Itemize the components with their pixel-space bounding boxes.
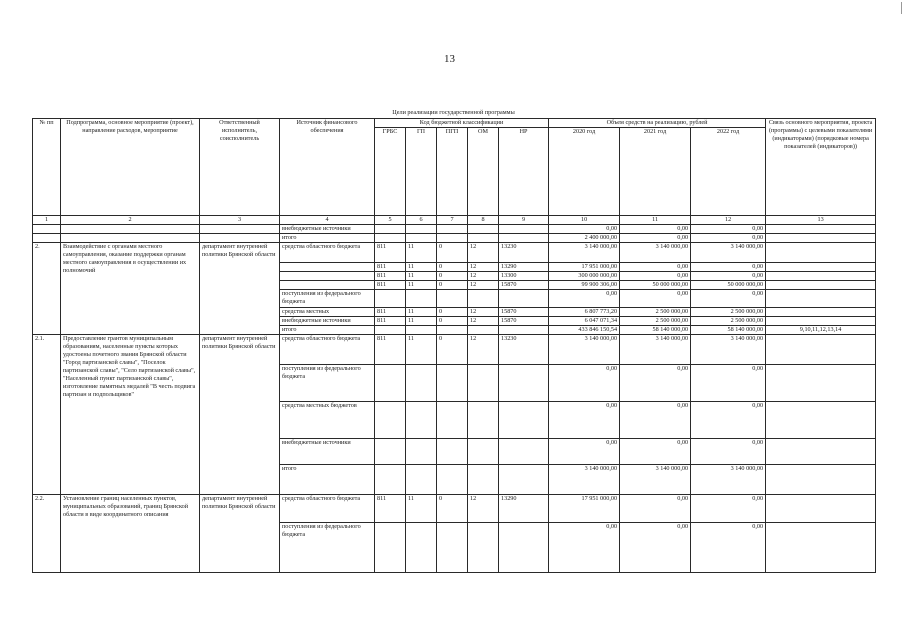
responsible-cell: департамент внутренней политики Брянской области — [200, 334, 280, 494]
table-row — [33, 224, 876, 233]
source-cell — [280, 280, 375, 289]
om-cell: 12 — [468, 262, 499, 271]
grbs-cell: 811 — [375, 316, 406, 325]
header-2020: 2020 год — [549, 127, 620, 215]
source-cell: средства областного бюджета — [280, 494, 375, 522]
value-2021: 3 140 000,00 — [620, 464, 691, 494]
header-gp: ГП — [406, 127, 437, 215]
gp-cell: 11 — [406, 280, 437, 289]
value-2022: 0,00 — [691, 494, 766, 522]
om-cell: 12 — [468, 494, 499, 522]
pgp-cell: 0 — [437, 242, 468, 262]
value-2021: 0,00 — [620, 271, 691, 280]
value-2021: 0,00 — [620, 438, 691, 464]
value-2022: 0,00 — [691, 233, 766, 242]
row-number: 2. — [33, 242, 61, 334]
value-2021: 0,00 — [620, 401, 691, 438]
source-cell: внебюджетные источники — [280, 224, 375, 233]
pgp-cell: 0 — [437, 494, 468, 522]
value-2022: 0,00 — [691, 289, 766, 307]
value-2020: 17 951 000,00 — [549, 262, 620, 271]
value-2020: 99 900 306,00 — [549, 280, 620, 289]
value-2022: 3 140 000,00 — [691, 464, 766, 494]
value-2021: 0,00 — [620, 364, 691, 401]
col-number: 1 — [33, 215, 61, 224]
value-2022: 0,00 — [691, 401, 766, 438]
om-cell: 12 — [468, 280, 499, 289]
pgp-cell: 0 — [437, 262, 468, 271]
gp-cell: 11 — [406, 494, 437, 522]
value-2022: 0,00 — [691, 522, 766, 572]
gp-cell: 11 — [406, 271, 437, 280]
source-cell: итого — [280, 325, 375, 334]
value-2020: 6 807 773,20 — [549, 307, 620, 316]
source-cell: итого — [280, 464, 375, 494]
value-2020: 3 140 000,00 — [549, 242, 620, 262]
value-2020: 0,00 — [549, 364, 620, 401]
source-cell: итого — [280, 233, 375, 242]
value-2021: 2 500 000,00 — [620, 307, 691, 316]
grbs-cell: 811 — [375, 307, 406, 316]
source-cell: средства областного бюджета — [280, 334, 375, 364]
grbs-cell: 811 — [375, 494, 406, 522]
header-source: Источник финансового обеспечения — [280, 119, 375, 216]
value-2020: 0,00 — [549, 401, 620, 438]
header-num: № пп — [33, 119, 61, 216]
measure-name: Установление границ населенных пунктов, муниципальных образований, границ Брянской области в виде координатного описания — [61, 494, 200, 572]
source-cell: средства областного бюджета — [280, 242, 375, 262]
grbs-cell: 811 — [375, 280, 406, 289]
value-2022: 2 500 000,00 — [691, 307, 766, 316]
value-2020: 0,00 — [549, 224, 620, 233]
value-2021: 0,00 — [620, 522, 691, 572]
header-responsible: Ответственный исполнитель, соисполнитель — [200, 119, 280, 216]
np-cell: 13290 — [499, 262, 549, 271]
gp-cell: 11 — [406, 262, 437, 271]
table-caption: Цели реализации государственной программы — [392, 109, 515, 116]
np-cell: 15870 — [499, 316, 549, 325]
value-2020: 0,00 — [549, 289, 620, 307]
value-2020: 0,00 — [549, 438, 620, 464]
value-2022: 3 140 000,00 — [691, 242, 766, 262]
value-2021: 3 140 000,00 — [620, 242, 691, 262]
header-grbs: ГРБС — [375, 127, 406, 215]
np-cell: 13300 — [499, 271, 549, 280]
value-2022: 0,00 — [691, 262, 766, 271]
header-budget-code: Код бюджетной классификации — [375, 119, 549, 128]
header-link: Связь основного мероприятия, проекта (программы) с целевыми показателями (индикаторами) (порядковые номера показателей (индикаторов)) — [766, 119, 876, 216]
value-2022: 0,00 — [691, 438, 766, 464]
source-cell: поступления из федерального бюджета — [280, 289, 375, 307]
source-cell — [280, 262, 375, 271]
grbs-cell: 811 — [375, 271, 406, 280]
header-pgp: ПГП — [437, 127, 468, 215]
gp-cell: 11 — [406, 242, 437, 262]
header-om: ОМ — [468, 127, 499, 215]
grbs-cell: 811 — [375, 262, 406, 271]
scan-edge-mark — [901, 2, 902, 14]
np-cell: 15870 — [499, 307, 549, 316]
value-2022: 50 000 000,00 — [691, 280, 766, 289]
value-2022: 58 140 000,00 — [691, 325, 766, 334]
header-2021: 2021 год — [620, 127, 691, 215]
np-cell: 13230 — [499, 334, 549, 364]
measure-name: Предоставление грантов муниципальным образованиям, населенные пункты которых удостоены почетного звания Брянской области "Город партизанской славы", "Поселок партизанской славы", "Село партизанской славы", "Населенный пункт партизанской славы", изготовление памятных медалей "В честь подвига партизан и подпольщиков" — [61, 334, 200, 494]
source-cell: поступления из федерального бюджета — [280, 522, 375, 572]
col-number: 3 — [200, 215, 280, 224]
pgp-cell: 0 — [437, 307, 468, 316]
header-volume: Объем средств на реализацию, рублей — [549, 119, 766, 128]
measure-name: Взаимодействие с органами местного самоуправления, оказание поддержки органам местного самоуправления в осуществлении их полномочий — [61, 242, 200, 334]
pgp-cell: 0 — [437, 316, 468, 325]
source-cell: внебюджетные источники — [280, 438, 375, 464]
om-cell: 12 — [468, 316, 499, 325]
pgp-cell: 0 — [437, 280, 468, 289]
col-number: 9 — [499, 215, 549, 224]
value-2020: 6 047 071,34 — [549, 316, 620, 325]
header-2022: 2022 год — [691, 127, 766, 215]
value-2021: 3 140 000,00 — [620, 334, 691, 364]
pgp-cell: 0 — [437, 334, 468, 364]
om-cell: 12 — [468, 307, 499, 316]
source-cell: средства местных — [280, 307, 375, 316]
value-2020: 0,00 — [549, 522, 620, 572]
col-number: 12 — [691, 215, 766, 224]
value-2020: 2 400 000,00 — [549, 233, 620, 242]
value-2021: 0,00 — [620, 262, 691, 271]
grbs-cell: 811 — [375, 334, 406, 364]
value-2022: 0,00 — [691, 224, 766, 233]
value-2021: 58 140 000,00 — [620, 325, 691, 334]
pgp-cell: 0 — [437, 271, 468, 280]
responsible-cell: департамент внутренней политики Брянской области — [200, 494, 280, 572]
value-2021: 0,00 — [620, 224, 691, 233]
indicator-link: 9,10,11,12,13,14 — [766, 325, 876, 334]
np-cell: 13290 — [499, 494, 549, 522]
value-2020: 300 000 000,00 — [549, 271, 620, 280]
source-cell: внебюджетные источники — [280, 316, 375, 325]
col-number: 8 — [468, 215, 499, 224]
value-2021: 0,00 — [620, 233, 691, 242]
col-number: 13 — [766, 215, 876, 224]
value-2020: 17 951 000,00 — [549, 494, 620, 522]
grbs-cell: 811 — [375, 242, 406, 262]
value-2020: 433 846 150,54 — [549, 325, 620, 334]
header-subprogram: Подпрограмма, основное мероприятие (проект), направление расходов, мероприятие — [61, 119, 200, 216]
value-2022: 2 500 000,00 — [691, 316, 766, 325]
col-number: 11 — [620, 215, 691, 224]
om-cell: 12 — [468, 271, 499, 280]
value-2021: 0,00 — [620, 494, 691, 522]
source-cell: поступления из федерального бюджета — [280, 364, 375, 401]
om-cell: 12 — [468, 334, 499, 364]
budget-table — [32, 118, 876, 573]
om-cell: 12 — [468, 242, 499, 262]
np-cell: 15870 — [499, 280, 549, 289]
page-number: 13 — [444, 53, 455, 65]
col-number: 7 — [437, 215, 468, 224]
col-number: 5 — [375, 215, 406, 224]
header-np: НР — [499, 127, 549, 215]
gp-cell: 11 — [406, 316, 437, 325]
source-cell: средства местных бюджетов — [280, 401, 375, 438]
col-number: 6 — [406, 215, 437, 224]
gp-cell: 11 — [406, 334, 437, 364]
value-2021: 50 000 000,00 — [620, 280, 691, 289]
value-2021: 2 500 000,00 — [620, 316, 691, 325]
responsible-cell: департамент внутренней политики Брянской области — [200, 242, 280, 334]
value-2022: 0,00 — [691, 364, 766, 401]
np-cell: 13230 — [499, 242, 549, 262]
value-2022: 0,00 — [691, 271, 766, 280]
value-2020: 3 140 000,00 — [549, 334, 620, 364]
column-number-row — [33, 215, 876, 224]
source-cell — [280, 271, 375, 280]
value-2022: 3 140 000,00 — [691, 334, 766, 364]
value-2021: 0,00 — [620, 289, 691, 307]
col-number: 2 — [61, 215, 200, 224]
col-number: 4 — [280, 215, 375, 224]
row-number: 2.2. — [33, 494, 61, 572]
value-2020: 3 140 000,00 — [549, 464, 620, 494]
gp-cell: 11 — [406, 307, 437, 316]
table-row — [33, 334, 876, 364]
col-number: 10 — [549, 215, 620, 224]
table-row — [33, 494, 876, 522]
table-row — [33, 242, 876, 262]
table-row — [33, 233, 876, 242]
row-number: 2.1. — [33, 334, 61, 494]
header-row — [33, 119, 876, 128]
